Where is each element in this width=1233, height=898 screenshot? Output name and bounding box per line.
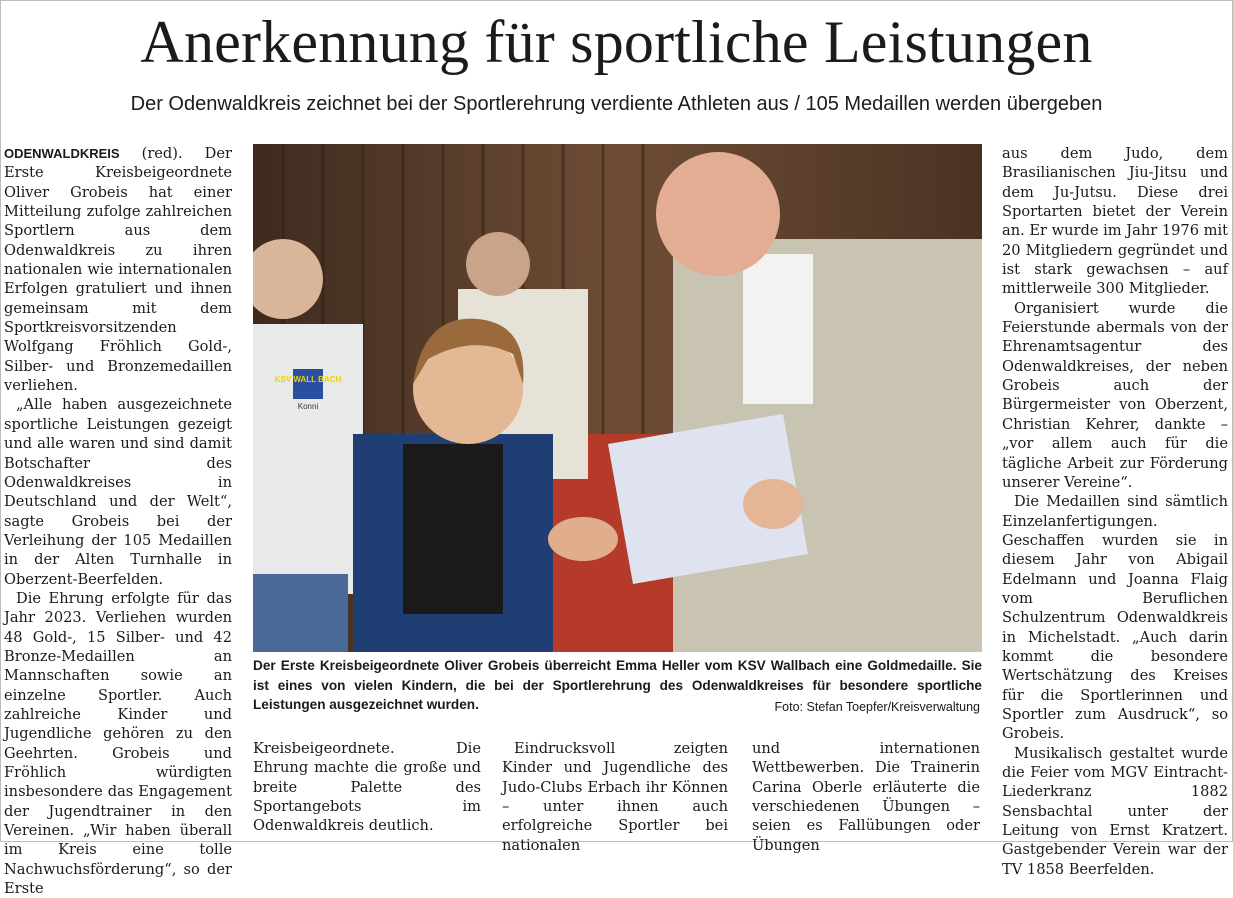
lead-paragraph [4, 144, 232, 395]
subheadline: Der Odenwaldkreis zeichnet bei der Sportlerehrung verdiente Athleten aus / 105 Medaillen werden übergeben [130, 93, 1103, 115]
photo-credit: Foto: Stefan Toepfer/Kreisverwaltung [774, 700, 980, 714]
paragraph: und internationen Wettbewerben. Die Trainerin Carina Oberle erläuterte die verschiedenen Übungen – seien es Fallübungen oder Übungen [752, 740, 980, 854]
shirt-name: Konni [297, 402, 319, 411]
paragraph: aus dem Judo, dem Brasilianischen Jiu-Jitsu und dem Ju-Jutsu. Diese drei Sportarten bietet der Verein an. Er wurde im Jahr 1976 mit 20 Mitgliedern gegründet und ist stark gewachsen – auf mittlerweile 300 Mitglieder. [1002, 145, 1228, 298]
article-photo [253, 144, 982, 652]
paragraph: „Alle haben ausgezeichnete sportliche Leistungen gezeigt und alle waren und sind damit Botschafter des Odenwaldkreises in Deutschland und der Welt“, sagte Grobeis bei der Verleihung der 105 Medaillen in der Alten Turnhalle in Oberzent-Beerfelden. [4, 396, 232, 588]
paragraph: Musikalisch gestaltet wurde die Feier vom MGV Eintracht-Liederkranz 1882 Sensbachtal unter der Leitung von Ernst Kratzert. Gastgebender Verein war der TV 1858 Beerfelden. [1002, 744, 1228, 878]
article-column-3 [502, 739, 728, 855]
shirt-logo: KSV WALL BACH [274, 375, 342, 384]
paragraph: Eindrucksvoll zeigten Kinder und Jugendliche des Judo-Clubs Erbach ihr Können – unter ihnen auch erfolgreiche Sportler bei nationalen [502, 740, 728, 854]
paragraph: Die Ehrung erfolgte für das Jahr 2023. Verliehen wurden 48 Gold-, 15 Silber- und 42 Bronze-Medaillen an Mannschaften sowie an einzelne Sportler. Auch zahlreiche Kinder und Jugendliche gehören zu den Geehrten. Grobeis und Fröhlich würdigten insbesondere das Engagement der Jugendtrainer in den Vereinen. „Wir haben überall im Kreis eine tolle Nachwuchsförderung“, so der Erste [4, 589, 232, 898]
article-column-2 [253, 739, 481, 836]
paragraph: Die Medaillen sind sämtlich Einzelanfertigungen. Geschaffen wurden sie in diesem Jahr von Abigail Edelmann und Joanna Flaig vom Beruflichen Schulzentrum Odenwaldkreis in Michelstadt. „Auch darin kommt die besondere Wertschätzung des Kreises für die Sportlerinnen und Sportler zum Ausdruck“, so Grobeis. [1002, 493, 1228, 743]
article-column-5 [1002, 144, 1228, 879]
headline: Anerkennung für sportliche Leistungen [140, 9, 1093, 75]
dateline: ODENWALDKREIS [4, 146, 120, 161]
article-column-4 [752, 739, 980, 855]
paragraph: Organisiert wurde die Feierstunde abermals von der Ehrenamtsagentur des Odenwaldkreises, der neben Grobeis auch der Bürgermeister von Oberzent, Christian Kehrer, dankte – „vor allem auch für die tägliche Arbeit zur Förderung unserer Vereine“. [1002, 299, 1228, 491]
paragraph: Kreisbeigeordnete. Die Ehrung machte die große und breite Palette des Sportangebots im Odenwaldkreis deutlich. [253, 740, 481, 835]
photo-caption: Der Erste Kreisbeigeordnete Oliver Grobeis überreicht Emma Heller vom KSV Wallbach eine Goldmedaille. Sie ist eines von vielen Kindern, die bei der Sportlerehrung des Odenwaldkreises für besondere sportliche Leistungen ausgezeichnet wurden. [253, 658, 982, 712]
article-column-1 [4, 144, 232, 898]
lead-text: (red). Der Erste Kreisbeigeordnete Oliver Grobeis hat einer Mitteilung zufolge zahlreichen Sportlern aus dem Odenwaldkreis zu ihren nationalen wie internationalen Erfolgen gratuliert und ihnen gemeinsam mit dem Sportkreisvorsitzenden Wolfgang Fröhlich Gold-, Silber- und Bronzemedaillen verliehen. [4, 145, 232, 395]
